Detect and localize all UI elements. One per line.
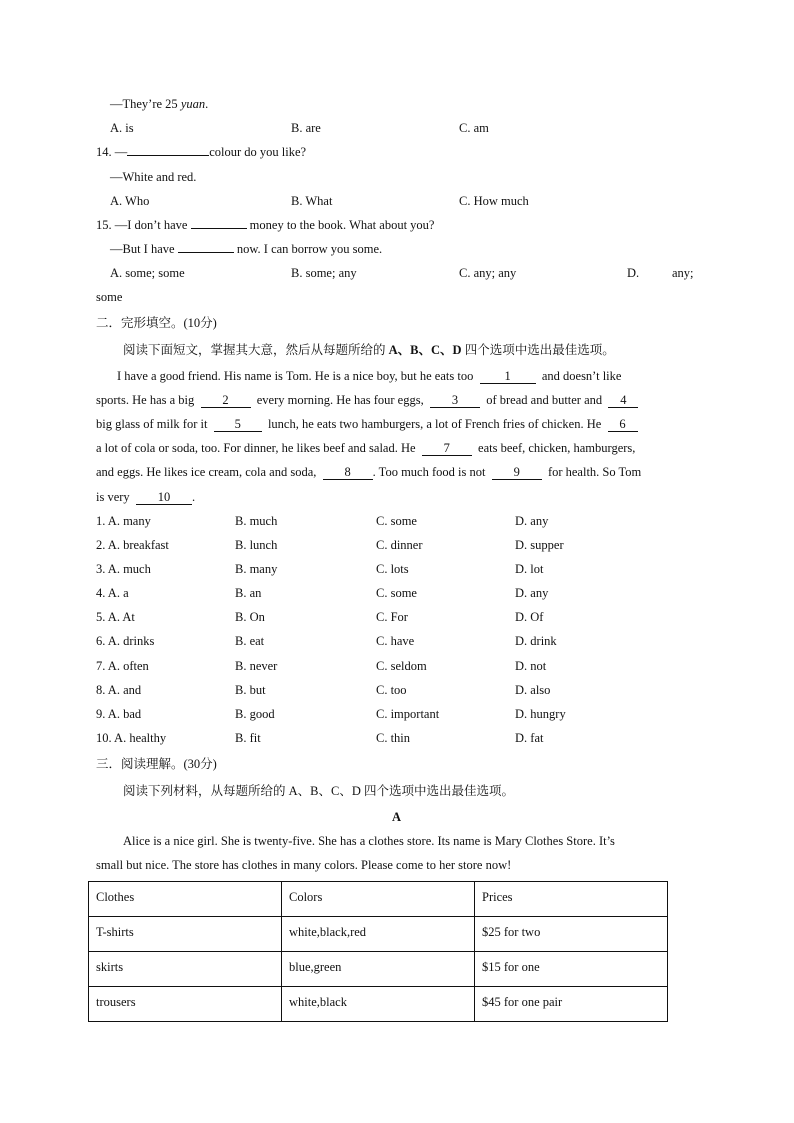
blank-6[interactable]: 6 xyxy=(608,417,638,432)
q13-answer: —They’re 25 yuan. xyxy=(110,97,209,111)
blank-2[interactable]: 2 xyxy=(201,393,251,408)
passage-a-line-1: Alice is a nice girl. She is twenty-five. She has a clothes store. Its name is Mary Clothes Store. It’s xyxy=(123,834,615,848)
q5-option-d[interactable]: D. Of xyxy=(515,610,544,624)
q5-option-c[interactable]: C. For xyxy=(376,610,408,624)
passage-line-2: sports. He has a big 2 every morning. He has four eggs, 3 of bread and butter and 4 xyxy=(96,392,638,408)
q14-answer: —White and red. xyxy=(110,170,197,184)
q2-option-a[interactable]: 2. A. breakfast xyxy=(96,538,169,552)
q8-option-b[interactable]: B. but xyxy=(235,683,266,697)
q4-option-b[interactable]: B. an xyxy=(235,586,262,600)
q10-option-c[interactable]: C. thin xyxy=(376,731,411,745)
q1-option-d[interactable]: D. any xyxy=(515,514,549,528)
q7-option-c[interactable]: C. seldom xyxy=(376,659,427,673)
q14-option-c[interactable]: C. How much xyxy=(459,194,529,208)
q1-option-a[interactable]: 1. A. many xyxy=(96,514,151,528)
q14-question: 14. — colour do you like? xyxy=(96,145,307,159)
q3-option-c[interactable]: C. lots xyxy=(376,562,409,576)
q9-option-c[interactable]: C. important xyxy=(376,707,440,721)
table-cell: skirts xyxy=(89,952,282,987)
q4-option-d[interactable]: D. any xyxy=(515,586,549,600)
q15-blank-2[interactable] xyxy=(178,252,234,253)
table-header-row xyxy=(89,882,668,917)
q5-option-a[interactable]: 5. A. At xyxy=(96,610,135,624)
table-header-cell: Clothes xyxy=(89,882,282,917)
table-row xyxy=(89,987,668,1022)
q15-option-d-text[interactable]: any; xyxy=(672,266,694,280)
table-cell: T-shirts xyxy=(89,917,282,952)
q2-option-b[interactable]: B. lunch xyxy=(235,538,278,552)
section2-instruction: 阅读下面短文，掌握其大意，然后从每题所给的 A、B、C、D 四个选项中选出最佳选项。 xyxy=(123,343,615,357)
q13-option-c[interactable]: C. am xyxy=(459,121,489,135)
table-header-cell: Prices xyxy=(475,882,668,917)
q9-option-b[interactable]: B. good xyxy=(235,707,275,721)
blank-9[interactable]: 9 xyxy=(492,465,542,480)
q10-option-a[interactable]: 10. A. healthy xyxy=(96,731,167,745)
q3-option-b[interactable]: B. many xyxy=(235,562,278,576)
q1-option-b[interactable]: B. much xyxy=(235,514,278,528)
q14-option-b[interactable]: B. What xyxy=(291,194,333,208)
table-cell: trousers xyxy=(89,987,282,1022)
section3-title: 三．阅读理解。(30分) xyxy=(96,757,217,771)
passage-line-5: and eggs. He likes ice cream, cola and soda, 8 . Too much food is not 9 for health. So Tom xyxy=(96,465,642,479)
q9-option-a[interactable]: 9. A. bad xyxy=(96,707,142,721)
table-cell: white,black,red xyxy=(282,917,475,952)
blank-10[interactable]: 10 xyxy=(136,490,192,505)
q8-option-c[interactable]: C. too xyxy=(376,683,407,697)
table-row xyxy=(89,917,668,952)
clothes-price-table xyxy=(88,881,668,1022)
table-cell: $45 for one pair xyxy=(475,987,668,1022)
q14-option-a[interactable]: A. Who xyxy=(110,194,150,208)
q15-option-c[interactable]: C. any; any xyxy=(459,266,517,280)
blank-3[interactable]: 3 xyxy=(430,393,480,408)
q4-option-c[interactable]: C. some xyxy=(376,586,417,600)
passage-line-4: a lot of cola or soda, too. For dinner, he likes beef and salad. He 7 eats beef, chicken, hamburgers, xyxy=(96,441,636,455)
q15-question: 15. —I don’t have money to the book. What about you? xyxy=(96,218,435,232)
blank-4[interactable]: 4 xyxy=(608,393,638,408)
q1-option-c[interactable]: C. some xyxy=(376,514,417,528)
q15-option-a[interactable]: A. some; some xyxy=(110,266,185,280)
table-cell: $15 for one xyxy=(475,952,668,987)
table-cell: blue,green xyxy=(282,952,475,987)
q7-option-b[interactable]: B. never xyxy=(235,659,278,673)
q6-option-a[interactable]: 6. A. drinks xyxy=(96,634,155,648)
q13-option-b[interactable]: B. are xyxy=(291,121,321,135)
q2-option-d[interactable]: D. supper xyxy=(515,538,564,552)
q3-option-a[interactable]: 3. A. much xyxy=(96,562,151,576)
q3-option-d[interactable]: D. lot xyxy=(515,562,544,576)
q7-option-a[interactable]: 7. A. often xyxy=(96,659,149,673)
table-cell: $25 for two xyxy=(475,917,668,952)
part-a-label: A xyxy=(392,810,402,824)
q10-option-d[interactable]: D. fat xyxy=(515,731,544,745)
blank-5[interactable]: 5 xyxy=(214,417,262,432)
q15-option-d-overflow[interactable]: some xyxy=(96,290,123,304)
blank-1[interactable]: 1 xyxy=(480,369,536,384)
q6-option-d[interactable]: D. drink xyxy=(515,634,557,648)
section3-instruction: 阅读下列材料，从每题所给的 A、B、C、D 四个选项中选出最佳选项。 xyxy=(123,784,514,798)
q14-blank[interactable] xyxy=(127,155,209,156)
q15-option-b[interactable]: B. some; any xyxy=(291,266,357,280)
q13-option-a[interactable]: A. is xyxy=(110,121,134,135)
q5-option-b[interactable]: B. On xyxy=(235,610,265,624)
passage-line-3: big glass of milk for it 5 lunch, he eats two hamburgers, a lot of French fries of chicken. He 6 xyxy=(96,416,638,432)
q2-option-c[interactable]: C. dinner xyxy=(376,538,423,552)
q8-option-a[interactable]: 8. A. and xyxy=(96,683,142,697)
table-cell: white,black xyxy=(282,987,475,1022)
passage-line-1: I have a good friend. His name is Tom. He is a nice boy, but he eats too 1 and doesn’t like xyxy=(117,369,622,383)
passage-line-6: is very 10 . xyxy=(96,490,196,504)
q10-option-b[interactable]: B. fit xyxy=(235,731,261,745)
table-header-cell: Colors xyxy=(282,882,475,917)
passage-a-line-2: small but nice. The store has clothes in many colors. Please come to her store now! xyxy=(96,858,512,872)
q7-option-d[interactable]: D. not xyxy=(515,659,547,673)
blank-7[interactable]: 7 xyxy=(422,441,472,456)
q15-option-d-label[interactable]: D. xyxy=(627,266,640,280)
q6-option-c[interactable]: C. have xyxy=(376,634,415,648)
q15-blank-1[interactable] xyxy=(191,228,247,229)
q8-option-d[interactable]: D. also xyxy=(515,683,551,697)
q9-option-d[interactable]: D. hungry xyxy=(515,707,566,721)
q6-option-b[interactable]: B. eat xyxy=(235,634,265,648)
q4-option-a[interactable]: 4. A. a xyxy=(96,586,129,600)
q15-answer: —But I have now. I can borrow you some. xyxy=(110,242,383,256)
section2-title: 二．完形填空。(10分) xyxy=(96,316,217,330)
blank-8[interactable]: 8 xyxy=(323,465,373,480)
table-row xyxy=(89,952,668,987)
